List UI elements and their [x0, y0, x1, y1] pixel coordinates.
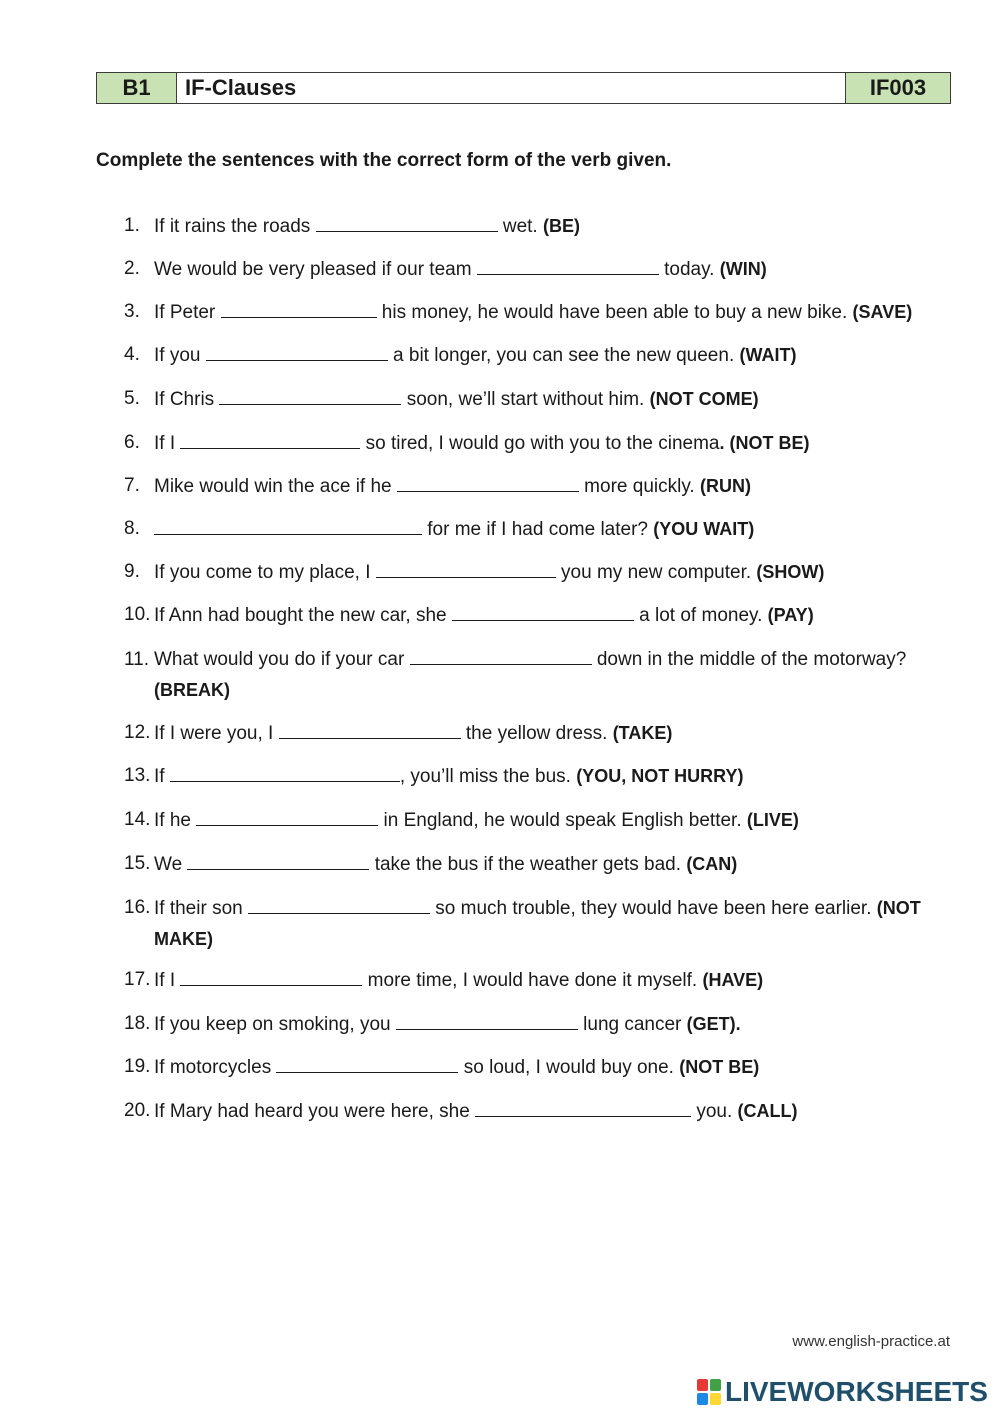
- question-number: 2.: [124, 258, 140, 279]
- question-number: 14.: [124, 809, 151, 830]
- question-item: [124, 1096, 954, 1127]
- question-item: [124, 297, 954, 328]
- answer-blank[interactable]: [410, 646, 592, 665]
- question-number: 6.: [124, 432, 140, 453]
- question-text: [154, 428, 954, 459]
- question-text: [154, 849, 954, 880]
- answer-blank[interactable]: [180, 430, 360, 449]
- question-item: [124, 965, 954, 996]
- verb-hint: (BREAK): [154, 680, 230, 700]
- answer-blank[interactable]: [397, 473, 579, 492]
- question-item: [124, 254, 954, 285]
- question-text-before: If you keep on smoking, you: [154, 1014, 396, 1035]
- question-item: [124, 211, 954, 242]
- question-text: [154, 340, 954, 371]
- question-text-after: a lot of money.: [633, 605, 768, 626]
- answer-blank[interactable]: [206, 342, 388, 361]
- question-item: [124, 514, 954, 545]
- question-text-before: If Ann had bought the new car, she: [154, 605, 452, 626]
- verb-hint: (WAIT): [739, 345, 797, 365]
- question-text-after: a bit longer, you can see the new queen.: [387, 345, 740, 366]
- question-text-before: We: [154, 854, 188, 875]
- question-number: 17.: [124, 969, 151, 990]
- question-text-before: If Peter: [154, 302, 221, 323]
- question-text-after: you my new computer.: [555, 562, 757, 583]
- question-number: 1.: [124, 215, 140, 236]
- answer-blank[interactable]: [396, 1011, 578, 1030]
- question-text-after: the yellow dress.: [460, 723, 613, 744]
- question-text: [154, 965, 954, 996]
- question-number: 3.: [124, 301, 140, 322]
- liveworksheets-logo: [697, 1376, 988, 1408]
- verb-hint: (GET).: [686, 1014, 741, 1034]
- verb-hint: (CALL): [737, 1101, 798, 1121]
- question-text: [154, 471, 954, 502]
- question-number: 12.: [124, 722, 151, 743]
- answer-blank[interactable]: [170, 763, 400, 782]
- question-item: [124, 645, 954, 706]
- question-item: [124, 761, 954, 792]
- question-text-before: If their son: [154, 898, 248, 919]
- question-text: [154, 557, 954, 588]
- verb-hint: (CAN): [686, 854, 738, 874]
- verb-hint: (TAKE): [612, 723, 673, 743]
- question-text: [154, 1052, 954, 1083]
- question-text-after: today.: [658, 259, 720, 280]
- verb-hint: (RUN): [699, 476, 751, 496]
- question-text: [154, 600, 954, 631]
- question-text-after: his money, he would have been able to buy a new bike.: [376, 302, 853, 323]
- answer-blank[interactable]: [221, 299, 377, 318]
- answer-blank[interactable]: [475, 1098, 691, 1117]
- question-number: 15.: [124, 853, 151, 874]
- instructions: Complete the sentences with the correct form of the verb given.: [96, 150, 672, 171]
- verb-hint: (NOT MAKE): [154, 898, 926, 949]
- question-item: [124, 600, 954, 631]
- verb-hint: (YOU, NOT HURRY): [576, 766, 744, 786]
- question-text-after: wet.: [497, 216, 543, 237]
- question-text: [154, 893, 954, 955]
- question-number: 19.: [124, 1056, 151, 1077]
- brand-name: LIVEWORKSHEETS: [725, 1376, 988, 1407]
- question-text-before: If motorcycles: [154, 1057, 277, 1078]
- verb-hint: . (NOT BE): [719, 433, 810, 453]
- question-number: 10.: [124, 604, 151, 625]
- question-text: [154, 761, 954, 792]
- question-number: 18.: [124, 1013, 151, 1034]
- verb-hint: (NOT BE): [679, 1057, 760, 1077]
- question-item: [124, 384, 954, 415]
- question-text-after: down in the middle of the motorway?: [591, 649, 912, 670]
- question-number: 4.: [124, 344, 140, 365]
- question-item: [124, 893, 954, 955]
- answer-blank[interactable]: [316, 213, 498, 232]
- answer-blank[interactable]: [376, 559, 556, 578]
- question-text: [154, 1009, 954, 1040]
- question-number: 11.: [124, 649, 150, 670]
- question-text-after: lung cancer: [577, 1014, 687, 1035]
- question-text-after: so tired, I would go with you to the cinema: [360, 433, 720, 454]
- question-number: 13.: [124, 765, 151, 786]
- question-text: [154, 645, 954, 706]
- question-text-after: so loud, I would buy one.: [458, 1057, 680, 1078]
- question-text: [154, 254, 954, 285]
- answer-blank[interactable]: [276, 1054, 458, 1073]
- question-number: 7.: [124, 475, 140, 496]
- verb-hint: (YOU WAIT): [653, 519, 755, 539]
- question-text: [154, 718, 954, 749]
- question-text-after: in England, he would speak English better.: [378, 810, 747, 831]
- question-number: 20.: [124, 1100, 151, 1121]
- verb-hint: (NOT COME): [649, 389, 759, 409]
- answer-blank[interactable]: [477, 256, 659, 275]
- question-text-after: more time, I would have done it myself.: [362, 970, 703, 991]
- question-item: [124, 805, 954, 836]
- question-text-before: If you: [154, 345, 206, 366]
- question-text-before: If it rains the roads: [154, 216, 316, 237]
- question-text-after: you.: [691, 1101, 738, 1122]
- answer-blank[interactable]: [180, 967, 362, 986]
- question-number: 5.: [124, 388, 140, 409]
- verb-hint: (BE): [542, 216, 580, 236]
- verb-hint: (PAY): [767, 605, 814, 625]
- answer-blank[interactable]: [219, 386, 401, 405]
- question-text: [154, 384, 954, 415]
- question-text-after: soon, we’ll start without him.: [401, 389, 650, 410]
- question-text: [154, 1096, 954, 1127]
- question-item: [124, 849, 954, 880]
- question-text: [154, 297, 954, 328]
- question-number: 9.: [124, 561, 140, 582]
- question-item: [124, 1052, 954, 1083]
- question-text-before: We would be very pleased if our team: [154, 259, 477, 280]
- verb-hint: (SAVE): [852, 302, 913, 322]
- answer-blank[interactable]: [452, 602, 634, 621]
- level-badge: B1: [97, 73, 177, 103]
- question-text-before: If Mary had heard you were here, she: [154, 1101, 476, 1122]
- answer-blank[interactable]: [154, 516, 422, 535]
- question-text-before: If you come to my place, I: [154, 562, 376, 583]
- verb-hint: (LIVE): [746, 810, 799, 830]
- question-item: [124, 557, 954, 588]
- question-item: [124, 471, 954, 502]
- question-text-before: If he: [154, 810, 197, 831]
- question-text: [154, 805, 954, 836]
- answer-blank[interactable]: [279, 720, 461, 739]
- verb-hint: (HAVE): [702, 970, 764, 990]
- verb-hint: (SHOW): [756, 562, 825, 582]
- question-number: 8.: [124, 518, 140, 539]
- answer-blank[interactable]: [248, 895, 430, 914]
- source-url: www.english-practice.at: [792, 1333, 950, 1350]
- question-text-before: If Chris: [154, 389, 220, 410]
- question-text-after: more quickly.: [578, 476, 700, 497]
- question-text-before: If I: [154, 970, 181, 991]
- question-item: [124, 340, 954, 371]
- worksheet-title: IF-Clauses: [177, 73, 845, 103]
- question-text-after: , you’ll miss the bus.: [399, 766, 577, 787]
- logo-icon: [697, 1379, 721, 1405]
- answer-blank[interactable]: [196, 807, 378, 826]
- question-text-before: If I were you, I: [154, 723, 279, 744]
- question-text-before: Mike would win the ace if he: [154, 476, 397, 497]
- question-text-after: so much trouble, they would have been here earlier.: [430, 898, 877, 919]
- question-text-after: take the bus if the weather gets bad.: [369, 854, 687, 875]
- worksheet-code: IF003: [845, 73, 950, 103]
- worksheet-header: [96, 72, 951, 104]
- question-text-before: If I: [154, 433, 181, 454]
- question-item: [124, 1009, 954, 1040]
- question-text: [154, 211, 954, 242]
- question-text-after: for me if I had come later?: [422, 519, 654, 540]
- question-number: 16.: [124, 897, 151, 918]
- question-item: [124, 718, 954, 749]
- question-text-before: What would you do if your car: [154, 649, 410, 670]
- question-text: [154, 514, 954, 545]
- verb-hint: (WIN): [719, 259, 767, 279]
- answer-blank[interactable]: [187, 851, 369, 870]
- question-item: [124, 428, 954, 459]
- question-text-before: If: [154, 766, 170, 787]
